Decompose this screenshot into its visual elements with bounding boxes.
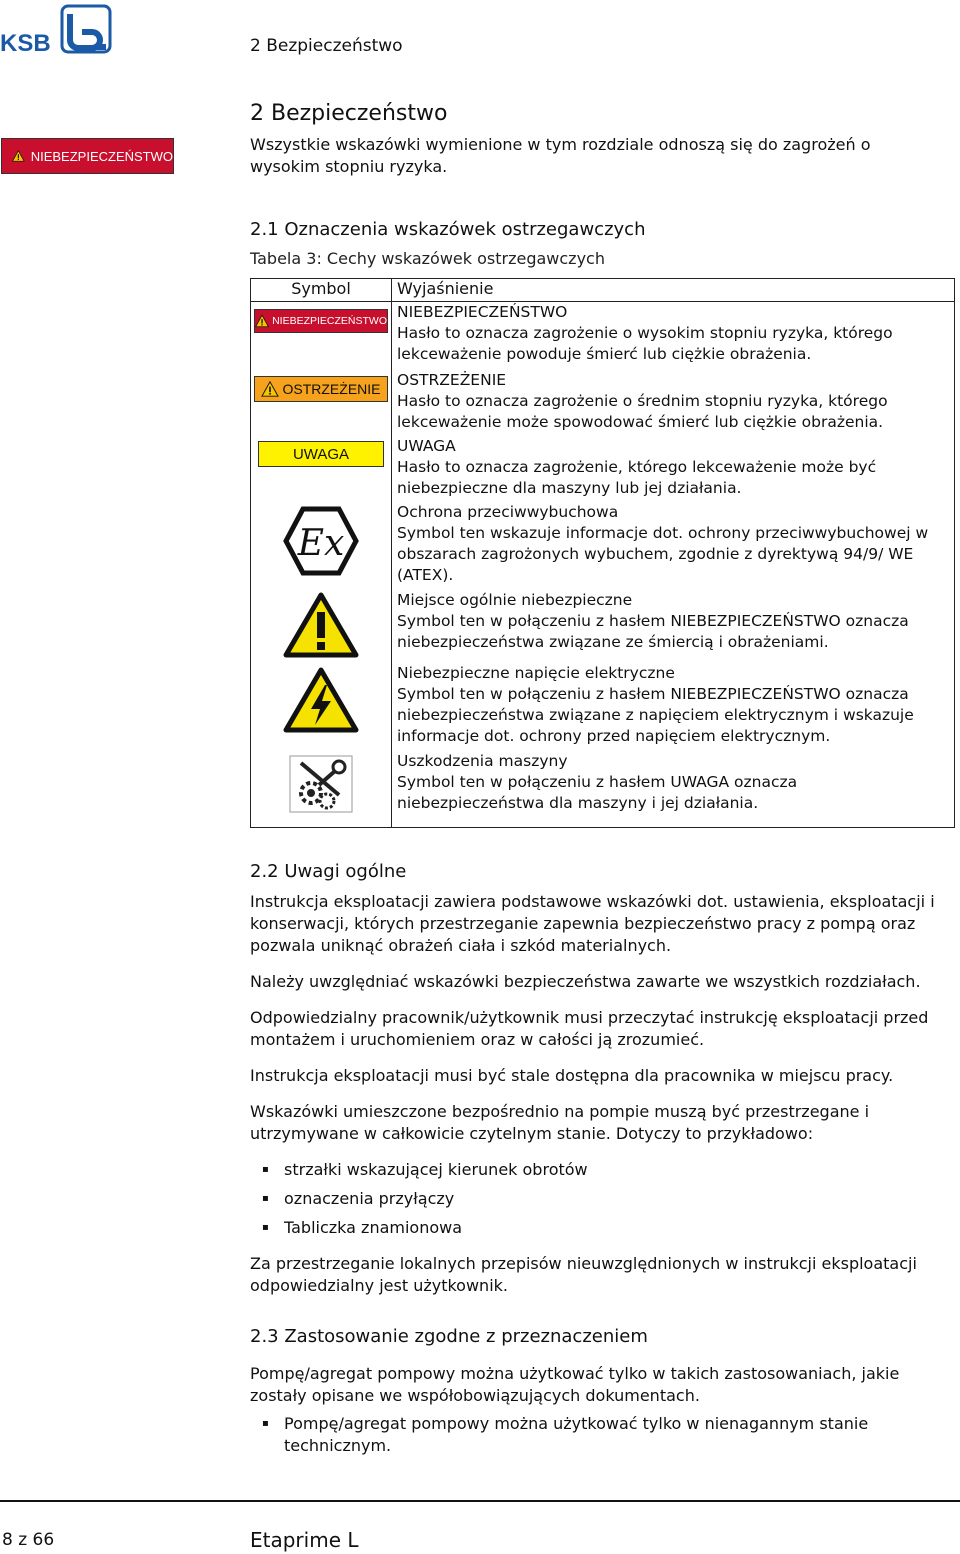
caution-signal-word-badge bbox=[258, 441, 384, 467]
row-title: UWAGA bbox=[397, 437, 456, 455]
general-danger-icon bbox=[283, 592, 359, 658]
row-text: Hasło to oznacza zagrożenie, którego lekceważenie może być niebezpieczne dla maszyny lub jej działania. bbox=[397, 458, 877, 497]
row-title: OSTRZEŻENIE bbox=[397, 371, 507, 389]
badge-label: OSTRZEŻENIE bbox=[282, 381, 381, 397]
table-caption: Tabela 3: Cechy wskazówek ostrzegawczych bbox=[250, 249, 605, 268]
page-number: 8 z 66 bbox=[2, 1530, 55, 1550]
row-text: Hasło to oznacza zagrożenie o wysokim stopniu ryzyka, którego lekceważenie powoduje śmierć lub ciężkie obrażenia. bbox=[397, 324, 893, 363]
table-row bbox=[251, 302, 955, 371]
row-title: Ochrona przeciwwybuchowa bbox=[397, 503, 619, 521]
section-2-3-title: 2.3 Zastosowanie zgodne z przeznaczeniem bbox=[250, 1326, 648, 1347]
row-title: Niebezpieczne napięcie elektryczne bbox=[397, 664, 675, 682]
paragraph: Należy uwzględniać wskazówki bezpieczeństwa zawarte we wszystkich rozdziałach. bbox=[250, 972, 921, 991]
list-item: ▪ Tabliczka znamionowa bbox=[250, 1217, 950, 1239]
side-badge-label: NIEBEZPIECZEŃSTWO bbox=[30, 148, 173, 164]
ksb-logo bbox=[0, 4, 115, 54]
row-title: NIEBEZPIECZEŃSTWO bbox=[397, 303, 568, 321]
table-row bbox=[251, 663, 955, 751]
electric-voltage-icon bbox=[283, 667, 359, 733]
warning-symbols-table bbox=[250, 278, 955, 828]
paragraph: Odpowiedzialny pracownik/użytkownik musi przeczytać instrukcję eksploatacji przed montażem i uruchomieniem oraz w całości ją zrozumieć. bbox=[250, 1008, 929, 1049]
section-2-title: 2 Bezpieczeństwo bbox=[250, 101, 448, 126]
row-text: Symbol ten w połączeniu z hasłem UWAGA oznacza niebezpieczeństwa dla maszyny i jej działania. bbox=[397, 773, 798, 812]
section-2-2-title: 2.2 Uwagi ogólne bbox=[250, 861, 407, 882]
col-explanation-header: Wyjaśnienie bbox=[392, 279, 955, 302]
running-header: 2 Bezpieczeństwo bbox=[250, 36, 403, 56]
paragraph: Za przestrzeganie lokalnych przepisów nieuwzględnionych w instrukcji eksploatacji odpowiedzialny jest użytkownik. bbox=[250, 1254, 917, 1295]
warning-triangle-icon bbox=[261, 381, 279, 397]
ex-hexagon-icon bbox=[283, 506, 359, 576]
warning-signal-word-badge bbox=[254, 376, 388, 402]
section-2-3-body bbox=[250, 1363, 950, 1471]
list-item: ▪ Pompę/agregat pompowy można użytkować tylko w nienagannym stanie technicznym. bbox=[250, 1413, 950, 1457]
row-text: Symbol ten w połączeniu z hasłem NIEBEZPIECZEŃSTWO oznacza niebezpieczeństwa związane z napięciem elektrycznym i wskazuje informacje dot. ochrony przed napięciem elektrycznym. bbox=[397, 685, 914, 745]
row-text: Symbol ten w połączeniu z hasłem NIEBEZPIECZEŃSTWO oznacza niebezpieczeństwa związane ze śmiercią i obrażeniami. bbox=[397, 612, 909, 651]
warning-triangle-icon bbox=[12, 146, 25, 166]
section-2-1-title: 2.1 Oznaczenia wskazówek ostrzegawczych bbox=[250, 219, 646, 240]
machine-damage-icon bbox=[289, 755, 353, 813]
danger-side-badge bbox=[1, 138, 174, 174]
paragraph: Pompę/agregat pompowy można użytkować tylko w takich zastosowaniach, jakie zostały opisane we współobowiązujących dokumentach. bbox=[250, 1364, 900, 1405]
list-item: ▪ oznaczenia przyłączy bbox=[250, 1188, 950, 1210]
bullet-list bbox=[250, 1413, 950, 1457]
product-name: Etaprime L bbox=[250, 1528, 359, 1552]
footer-divider bbox=[0, 1500, 960, 1502]
logo-text: KSB bbox=[0, 30, 51, 54]
row-title: Uszkodzenia maszyny bbox=[397, 752, 568, 770]
section-2-intro: Wszystkie wskazówki wymienione w tym rozdziale odnoszą się do zagrożeń o wysokim stopniu ryzyka. bbox=[250, 135, 871, 176]
paragraph: Instrukcja eksploatacji zawiera podstawowe wskazówki dot. ustawienia, eksploatacji i konserwacji, których przestrzeganie zapewnia bezpieczeństwo pracy z pompą oraz pozwala uniknąć obrażeń ciała i szkód materialnych. bbox=[250, 892, 935, 955]
table-row bbox=[251, 370, 955, 436]
col-symbol-header: Symbol bbox=[251, 279, 392, 302]
badge-label: UWAGA bbox=[292, 445, 350, 463]
row-text: Symbol ten wskazuje informacje dot. ochrony przeciwwybuchowej w obszarach zagrożonych wybuchem, zgodnie z dyrektywą 94/9/ WE (ATEX). bbox=[397, 524, 929, 584]
danger-signal-word-badge bbox=[254, 309, 388, 333]
table-header-row bbox=[251, 279, 955, 302]
badge-label: NIEBEZPIECZEŃSTWO bbox=[272, 315, 387, 327]
warning-triangle-icon bbox=[255, 314, 269, 328]
paragraph: Instrukcja eksploatacji musi być stale dostępna dla pracownika w miejscu pracy. bbox=[250, 1066, 894, 1085]
row-title: Miejsce ogólnie niebezpieczne bbox=[397, 591, 633, 609]
table-row bbox=[251, 502, 955, 590]
section-2-2-body bbox=[250, 891, 950, 1311]
row-text: Hasło to oznacza zagrożenie o średnim stopniu ryzyka, którego lekceważenie może spowodować śmierć lub ciężkie obrażenia. bbox=[397, 392, 888, 431]
table-row bbox=[251, 590, 955, 663]
list-item: ▪ strzałki wskazującej kierunek obrotów bbox=[250, 1159, 950, 1181]
table-row bbox=[251, 436, 955, 502]
paragraph: Wskazówki umieszczone bezpośrednio na pompie muszą być przestrzegane i utrzymywane w całkowicie czytelnym stanie. Dotyczy to przykładowo: bbox=[250, 1102, 870, 1143]
bullet-list bbox=[250, 1159, 950, 1239]
svg-text:Ex: Ex bbox=[297, 523, 345, 564]
table-row bbox=[251, 751, 955, 828]
